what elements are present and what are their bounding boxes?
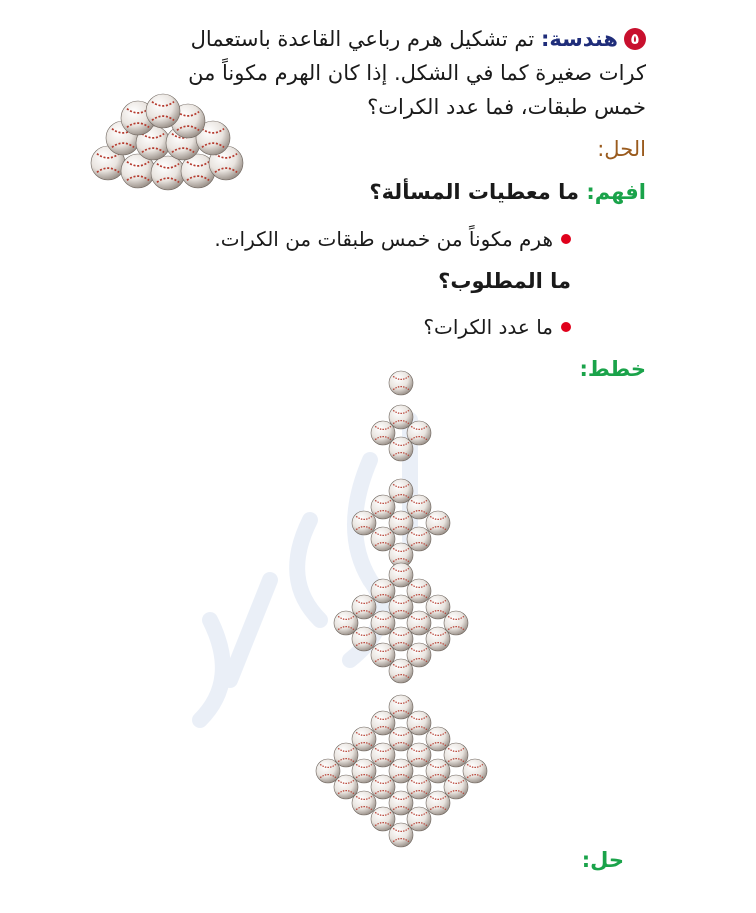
baseball-icon bbox=[388, 658, 414, 684]
bullet-icon bbox=[561, 234, 571, 244]
understand-line bbox=[369, 175, 646, 209]
understand-question: ما معطيات المسألة؟ bbox=[369, 180, 587, 204]
layers-diagram bbox=[0, 360, 756, 850]
solution-label: الحل: bbox=[597, 137, 646, 161]
problem-line-2: كرات صغيرة كما في الشكل. إذا كان الهرم مكوناً من bbox=[188, 61, 646, 85]
plan-label: خطط: bbox=[579, 357, 646, 381]
number-badge-icon: ٥ bbox=[624, 28, 646, 50]
required-heading: ما المطلوب؟ bbox=[438, 269, 571, 293]
required-text: ما عدد الكرات؟ bbox=[423, 315, 553, 339]
problem-text-1: تم تشكيل هرم رباعي القاعدة باستعمال bbox=[190, 27, 541, 51]
understand-label: افهم: bbox=[586, 180, 646, 204]
problem-topic: هندسة: bbox=[540, 27, 618, 51]
given-item bbox=[214, 222, 571, 256]
pyramid-illustration bbox=[60, 95, 220, 210]
baseball-icon bbox=[388, 436, 414, 462]
required-item bbox=[423, 310, 571, 344]
given-text: هرم مكوناً من خمس طبقات من الكرات. bbox=[214, 227, 553, 251]
baseball-icon bbox=[388, 370, 414, 396]
solve-label: حل: bbox=[581, 848, 624, 872]
problem-line-3: خمس طبقات، فما عدد الكرات؟ bbox=[367, 95, 646, 119]
bullet-icon bbox=[561, 322, 571, 332]
baseball-icon bbox=[388, 822, 414, 848]
problem-line-1 bbox=[191, 22, 646, 56]
baseball-icon bbox=[145, 93, 181, 129]
